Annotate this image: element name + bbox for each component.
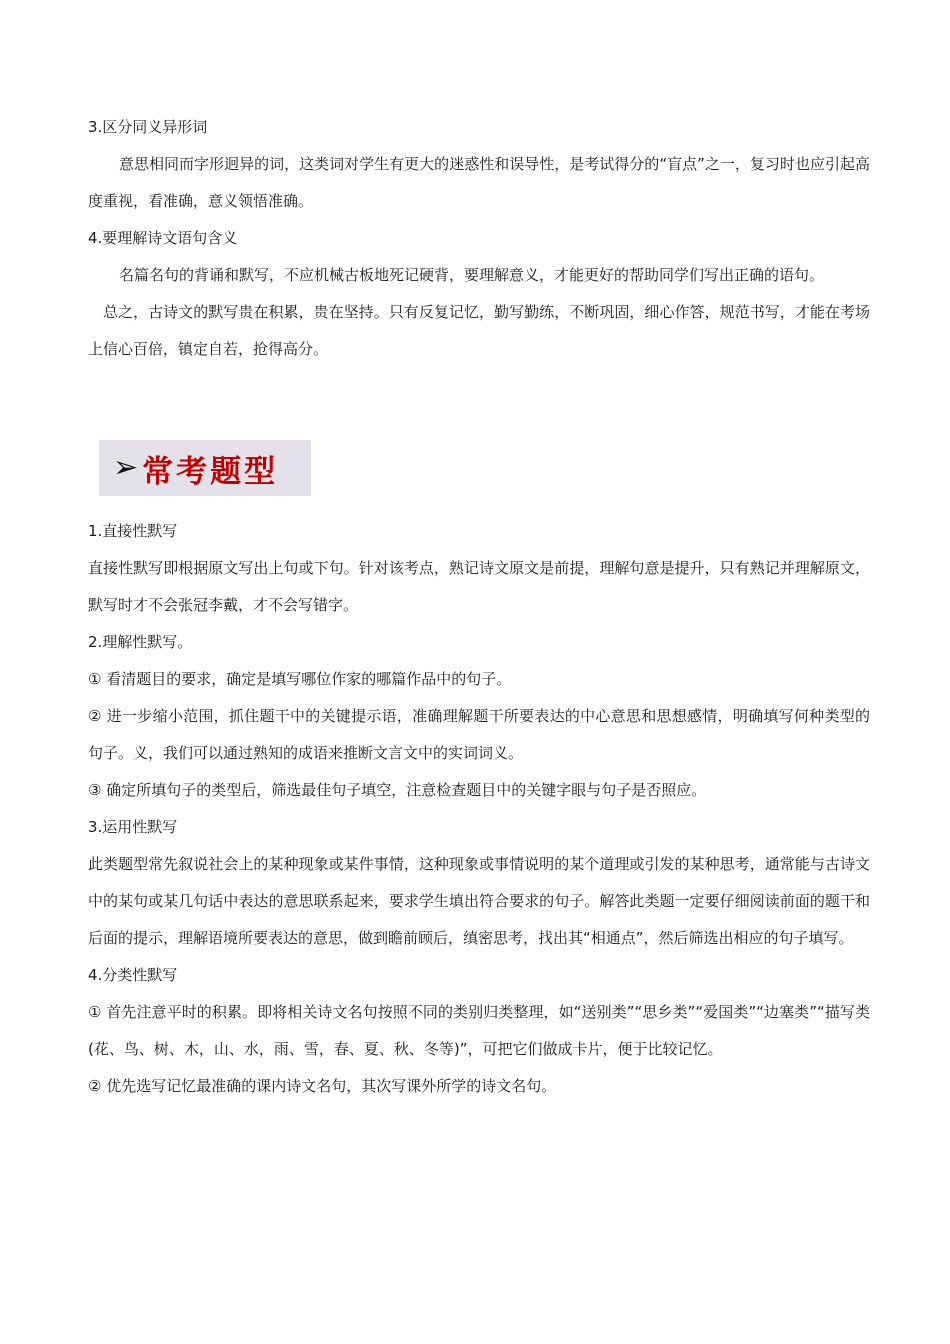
paragraph-applied-recitation: 此类题型常先叙说社会上的某种现象或某件事情，这种现象或事情说明的某个道理或引发的某种思考，通常能与古诗文中的某句或某几句话中表达的意思联系起来，要求学生填出符合要求的句子。解答此类题一定要仔细阅读前面的题干和后面的提示，理解语境所要表达的意思，做到瞻前顾后，缜密思考，找出其“相通点”，然后筛选出相应的句子填写。 — [88, 855, 870, 947]
heading-understand-meaning: 4.要理解诗文语句含义 — [88, 229, 238, 247]
list-item: ③ 确定所填句子的类型后，筛选最佳句子填空，注意检查题目中的关键字眼与句子是否照应。 — [88, 781, 707, 799]
heading-distinguish-synonyms: 3.区分同义异形词 — [88, 118, 208, 136]
banner-title: 常考题型 — [142, 453, 279, 490]
list-item: ② 优先选写记忆最准确的课内诗文名句，其次写课外所学的诗文名句。 — [88, 1077, 557, 1095]
section-banner — [99, 440, 311, 496]
heading-direct-recitation: 1.直接性默写 — [88, 522, 178, 540]
heading-categorized-recitation: 4.分类性默写 — [88, 966, 178, 984]
paragraph-synonyms: 意思相同而字形迥异的词，这类词对学生有更大的迷惑性和误导性，是考试得分的“盲点”之一，复习时也应引起高度重视，看准确，意义领悟准确。 — [88, 155, 870, 210]
list-item: ① 首先注意平时的积累。即将相关诗文名句按照不同的类别归类整理，如“送别类”“思乡类”“爱国类”“边塞类”“描写类(花、鸟、树、木，山、水，雨、雪，春、夏、秋、冬等)”，可把它们做成卡片，便于比较记忆。 — [88, 1003, 870, 1058]
heading-applied-recitation: 3.运用性默写 — [88, 818, 178, 836]
list-item: ② 进一步缩小范围，抓住题干中的关键提示语，准确理解题干所要表达的中心意思和思想感情，明确填写何种类型的句子。义，我们可以通过熟知的成语来推断文言文中的实词词义。 — [88, 707, 870, 762]
paragraph-direct-recitation: 直接性默写即根据原文写出上句或下句。针对该考点，熟记诗文原文是前提，理解句意是提升，只有熟记并理解原文，默写时才不会张冠李戴，才不会写错字。 — [88, 559, 870, 614]
section-memorization-tips — [88, 109, 870, 368]
arrow-bullet-icon: ➢ — [113, 450, 139, 485]
paragraph-summary: 总之，古诗文的默写贵在积累，贵在坚持。只有反复记忆，勤写勤练，不断巩固，细心作答，规范书写，才能在考场上信心百倍，镇定自若，抢得高分。 — [88, 303, 870, 358]
paragraph-understand-meaning: 名篇名句的背诵和默写，不应机械古板地死记硬背，要理解意义，才能更好的帮助同学们写出正确的语句。 — [119, 266, 825, 284]
heading-comprehension-recitation: 2.理解性默写。 — [88, 633, 193, 651]
list-item: ① 看清题目的要求，确定是填写哪位作家的哪篇作品中的句子。 — [88, 670, 512, 688]
section-question-types — [88, 513, 870, 1105]
